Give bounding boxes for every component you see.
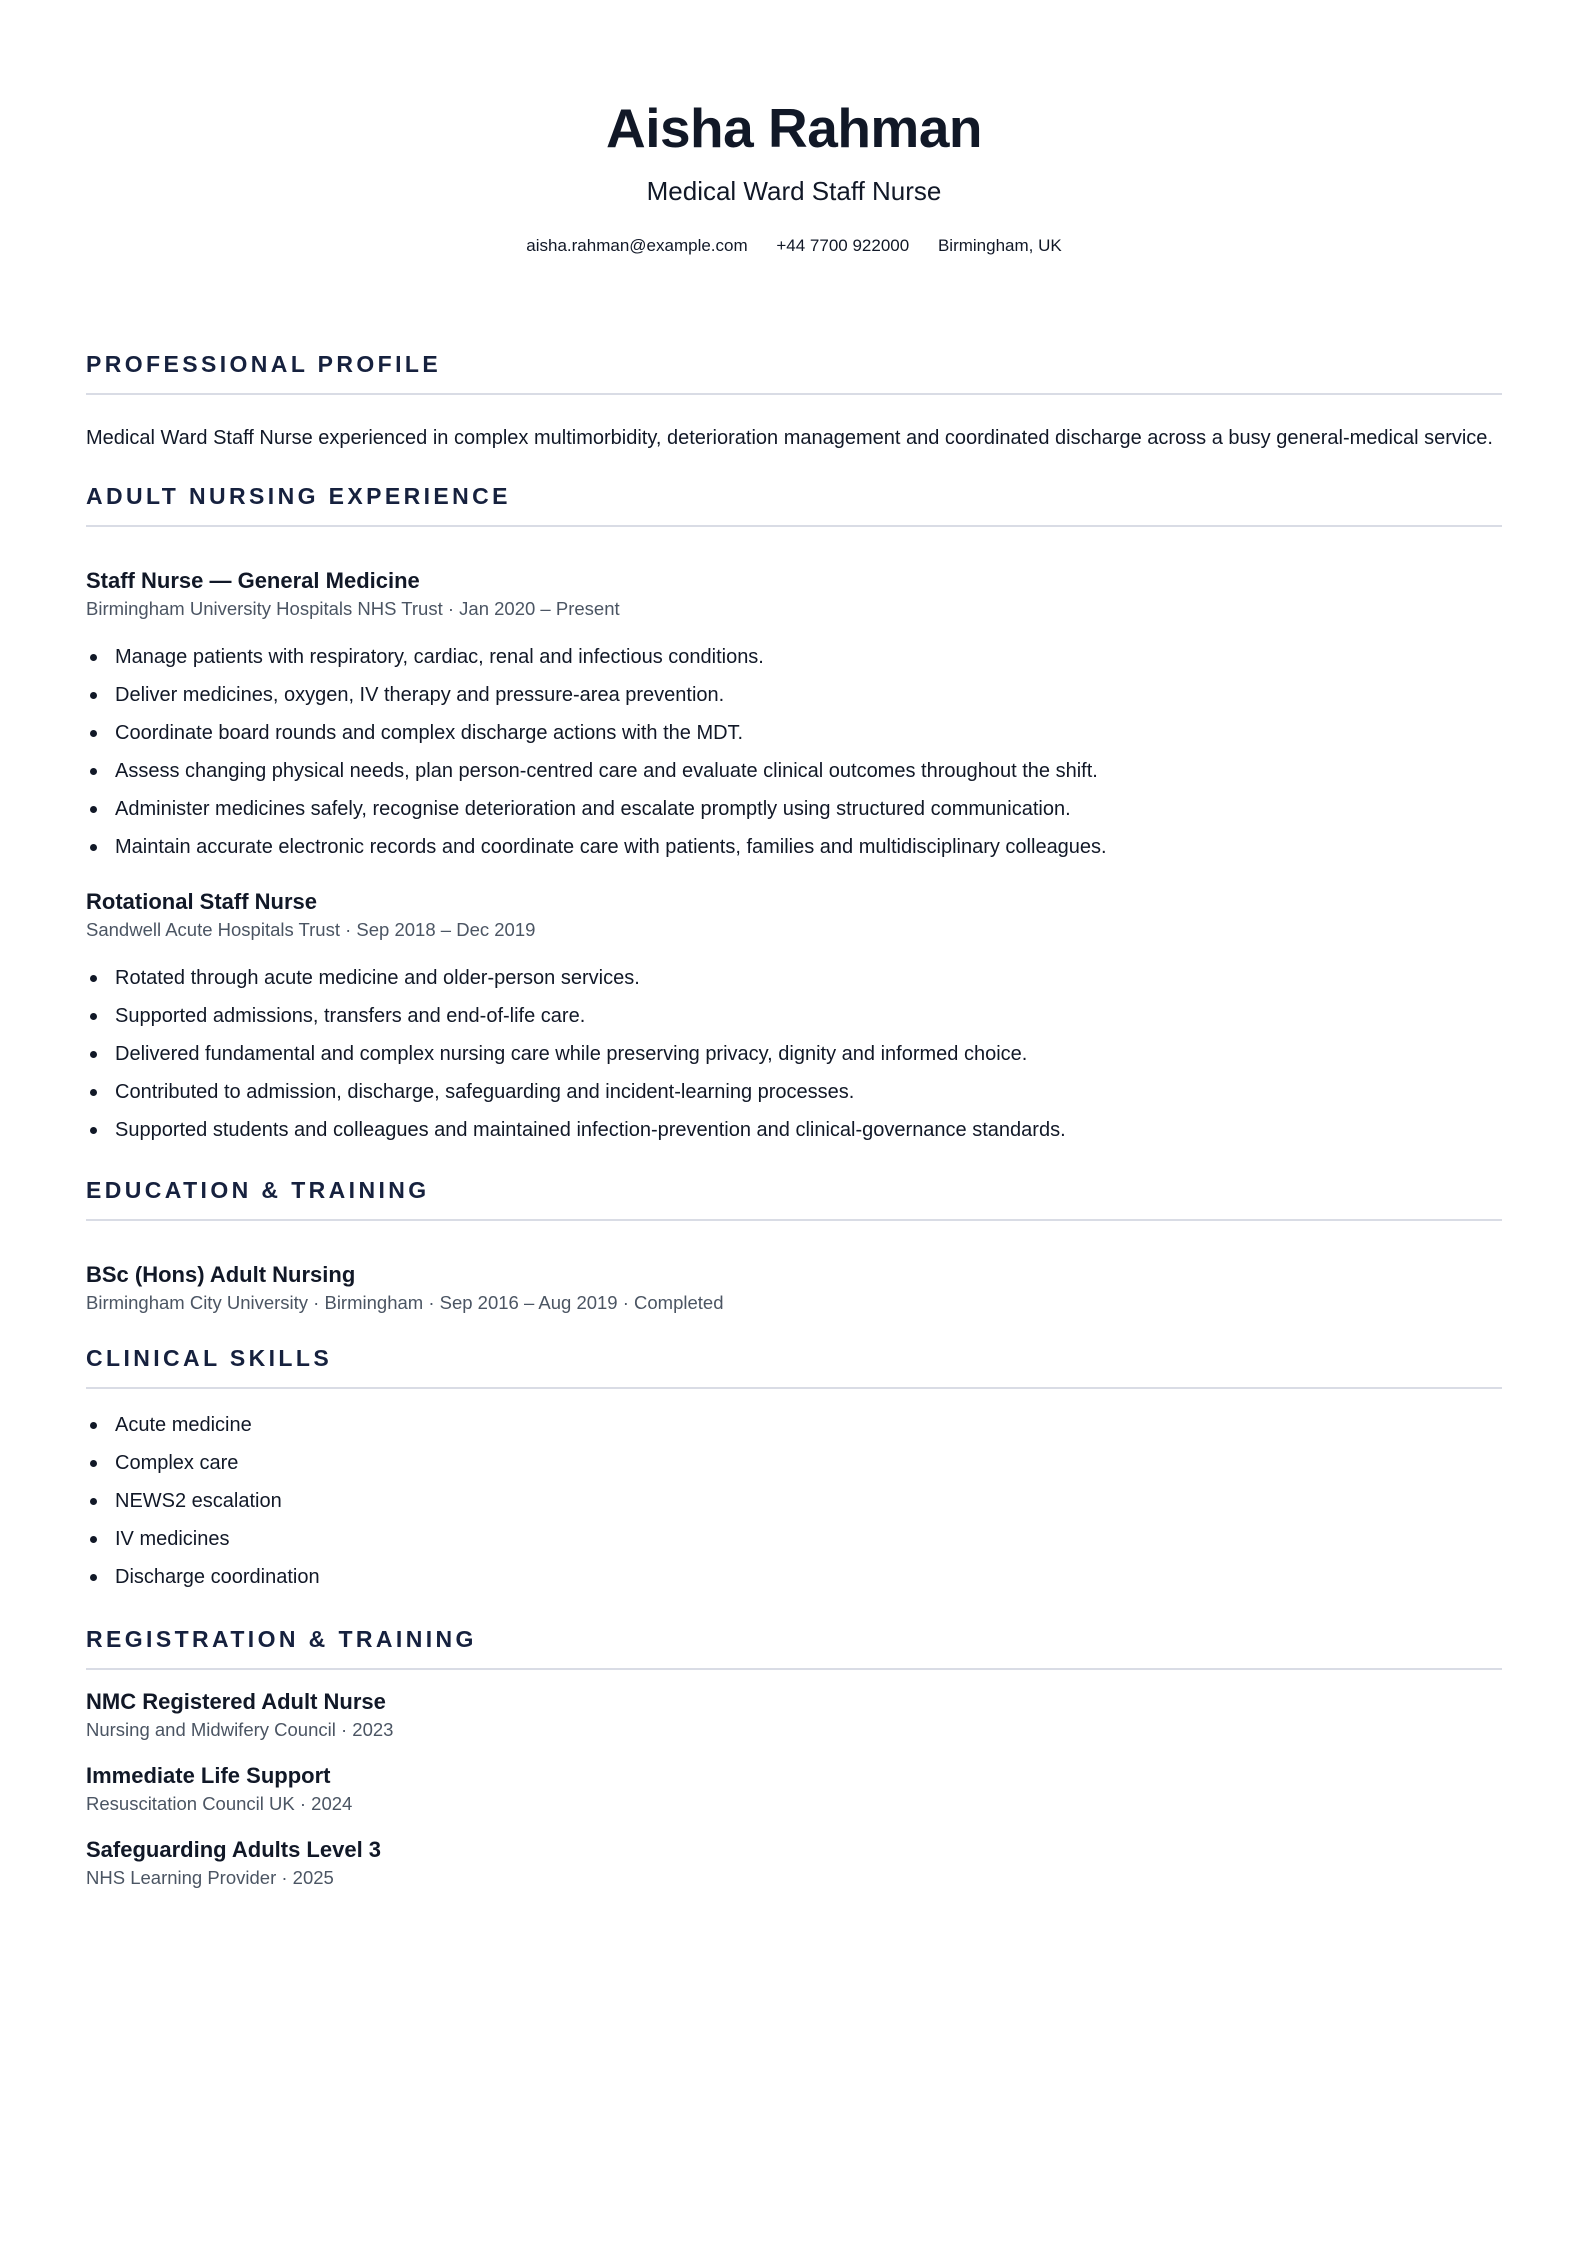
contact-phone[interactable]: +44 7700 922000 <box>776 236 910 255</box>
section-divider <box>86 393 1502 395</box>
certification-title: Safeguarding Adults Level 3 <box>86 1837 382 1862</box>
contact-location: Birmingham, UK <box>937 236 1062 255</box>
section-heading: CLINICAL SKILLS <box>86 1345 333 1371</box>
job-entry <box>86 567 1502 866</box>
section-divider <box>86 525 1502 527</box>
certification-title: NMC Registered Adult Nurse <box>86 1689 386 1714</box>
bullet-item: Deliver medicines, oxygen, IV therapy and pressure-area prevention. <box>86 676 1502 714</box>
skills-list <box>86 1406 1502 1596</box>
section-profile <box>86 350 1502 453</box>
education-entry <box>86 1261 1502 1315</box>
bullet-item: Supported admissions, transfers and end-of-life care. <box>86 997 1502 1035</box>
certification-entry <box>86 1688 1502 1742</box>
bullet-item: Supported students and colleagues and maintained infection-prevention and clinical-governance standards. <box>86 1111 1502 1149</box>
candidate-title: Medical Ward Staff Nurse <box>646 176 942 206</box>
certification-entry <box>86 1836 1502 1890</box>
section-heading: PROFESSIONAL PROFILE <box>86 351 442 377</box>
certification-list <box>86 1688 1502 1890</box>
section-divider <box>86 1668 1502 1670</box>
section-heading: EDUCATION & TRAINING <box>86 1177 430 1203</box>
job-meta: Sandwell Acute Hospitals Trust · Sep 2018 – Dec 2019 <box>86 919 536 940</box>
certification-meta: Resuscitation Council UK · 2024 <box>86 1793 353 1814</box>
bullet-item: Assess changing physical needs, plan person-centred care and evaluate clinical outcomes throughout the shift. <box>86 752 1502 790</box>
bullet-item: Maintain accurate electronic records and coordinate care with patients, families and multidisciplinary colleagues. <box>86 828 1502 866</box>
job-entry <box>86 888 1502 1149</box>
degree-title: BSc (Hons) Adult Nursing <box>86 1262 356 1287</box>
section-heading: REGISTRATION & TRAINING <box>86 1626 477 1652</box>
job-meta: Birmingham University Hospitals NHS Trust · Jan 2020 – Present <box>86 598 620 619</box>
job-title: Rotational Staff Nurse <box>86 889 318 914</box>
section-experience <box>86 482 1502 1149</box>
certification-meta: NHS Learning Provider · 2025 <box>86 1867 334 1888</box>
job-title: Staff Nurse — General Medicine <box>86 568 420 593</box>
resume-header <box>86 0 1502 257</box>
section-registration <box>86 1625 1502 1890</box>
bullet-item: Delivered fundamental and complex nursing care while preserving privacy, dignity and informed choice. <box>86 1035 1502 1073</box>
certification-meta: Nursing and Midwifery Council · 2023 <box>86 1719 394 1740</box>
skill-item: NEWS2 escalation <box>86 1482 1502 1520</box>
certification-entry <box>86 1762 1502 1816</box>
section-skills <box>86 1344 1502 1596</box>
skill-item: Complex care <box>86 1444 1502 1482</box>
skill-item: IV medicines <box>86 1520 1502 1558</box>
job-bullets <box>86 959 1502 1149</box>
skill-item: Discharge coordination <box>86 1558 1502 1596</box>
degree-meta: Birmingham City University · Birmingham · Sep 2016 – Aug 2019 · Completed <box>86 1292 724 1313</box>
certification-title: Immediate Life Support <box>86 1763 331 1788</box>
bullet-item: Contributed to admission, discharge, safeguarding and incident-learning processes. <box>86 1073 1502 1111</box>
section-heading: ADULT NURSING EXPERIENCE <box>86 483 511 509</box>
job-bullets <box>86 638 1502 866</box>
candidate-name: Aisha Rahman <box>605 97 983 159</box>
contact-line <box>86 235 1502 257</box>
bullet-item: Coordinate board rounds and complex discharge actions with the MDT. <box>86 714 1502 752</box>
section-divider <box>86 1219 1502 1221</box>
bullet-item: Administer medicines safely, recognise deterioration and escalate promptly using structured communication. <box>86 790 1502 828</box>
profile-summary: Medical Ward Staff Nurse experienced in complex multimorbidity, deterioration management and coordinated discharge across a busy general-medical service. <box>86 427 1493 449</box>
skill-item: Acute medicine <box>86 1406 1502 1444</box>
bullet-item: Manage patients with respiratory, cardiac, renal and infectious conditions. <box>86 638 1502 676</box>
bullet-item: Rotated through acute medicine and older-person services. <box>86 959 1502 997</box>
section-divider <box>86 1387 1502 1389</box>
section-education <box>86 1176 1502 1315</box>
contact-email[interactable]: aisha.rahman@example.com <box>526 236 748 255</box>
